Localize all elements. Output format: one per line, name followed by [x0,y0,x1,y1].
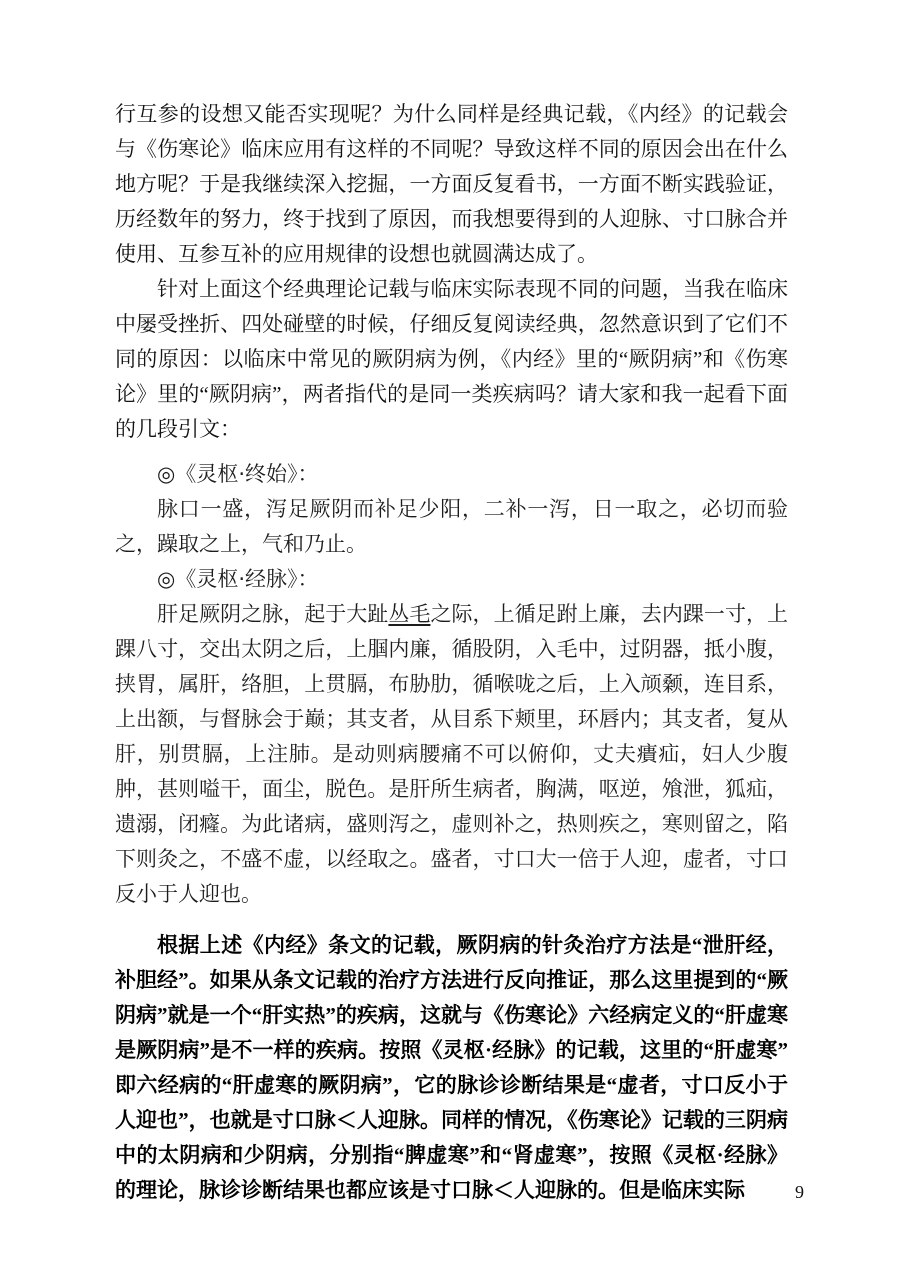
quote-text-segment-2: 之际，上循足跗上廉，去内踝一寸，上踝八寸，交出太阴之后，上腘内廉，循股阴，入毛中，过阴器，抵小腹，挟胃，属肝，络胆，上贯膈，布胁肋，循喉咙之后，上入颃颡，连目系，上出额，与督脉会于巅；其支者，从目系下颊里，环唇内；其支者，复从肝，别贯膈，上注肺。是动则病腰痛不可以俯仰，丈夫㿉疝，妇人少腹肿，甚则嗌干，面尘，脱色。是肝所生病者，胸满，呕逆，飧泄，狐疝，遗溺，闭癃。为此诸病，盛则泻之，虚则补之，热则疾之，寒则留之，陷下则灸之，不盛不虚，以经取之。盛者，寸口大一倍于人迎，虚者，寸口反小于人迎也。 [115,602,789,906]
analysis-paragraph: 根据上述《内经》条文的记载，厥阴病的针灸治疗方法是“泄肝经，补胆经”。如果从条文记载的治疗方法进行反向推证，那么这里提到的“厥阴病”就是一个“肝实热”的疾病，这就与《伤寒论》六经病定义的“肝虚寒是厥阴病”是不一样的疾病。按照《灵枢·经脉》的记载，这里的“肝虚寒”即六经病的“肝虚寒的厥阴病”，它的脉诊诊断结果是“虚者，寸口反小于人迎也”，也就是寸口脉＜人迎脉。同样的情况，《伤寒论》记载的三阴病中的太阴病和少阴病，分别指“脾虚寒”和“肾虚寒”，按照《灵枢·经脉》的理论，脉诊诊断结果也都应该是寸口脉＜人迎脉的。但是临床实际 [115,933,788,1202]
discussion-paragraph: 针对上面这个经典理论记载与临床实际表现不同的问题，当我在临床中屡受挫折、四处碰壁的时候，仔细反复阅读经典，忽然意识到了它们不同的原因：以临床中常见的厥阴病为例，《内经》里的“厥阴病”和《伤寒论》里的“厥阴病”，两者指代的是同一类疾病吗？请大家和我一起看下面的几段引文： [115,277,788,441]
quote-text-segment-1: 肝足厥阴之脉，起于大趾 [157,602,389,626]
page-number: 9 [795,1182,804,1202]
quote-heading-lingshu-jingmai: ◎《灵枢·经脉》： [157,567,319,591]
quote-lingshu-zhongshi: 脉口一盛，泻足厥阴而补足少阳，二补一泻，日一取之，必切而验之，躁取之上，气和乃止。 [115,497,788,556]
underlined-term: 丛毛 [388,602,431,626]
quote-lingshu-jingmai [115,597,788,912]
quote-heading-lingshu-zhongshi: ◎《灵枢·终始》： [157,462,319,486]
quotation-block [115,457,788,912]
opening-paragraph: 行互参的设想又能否实现呢？为什么同样是经典记载，《内经》的记载会与《伤寒论》临床应用有这样的不同呢？导致这样不同的原因会出在什么地方呢？于是我继续深入挖掘，一方面反复看书，一方面不断实践验证，历经数年的努力，终于找到了原因，而我想要得到的人迎脉、寸口脉合并使用、互参互补的应用规律的设想也就圆满达成了。 [115,102,788,266]
